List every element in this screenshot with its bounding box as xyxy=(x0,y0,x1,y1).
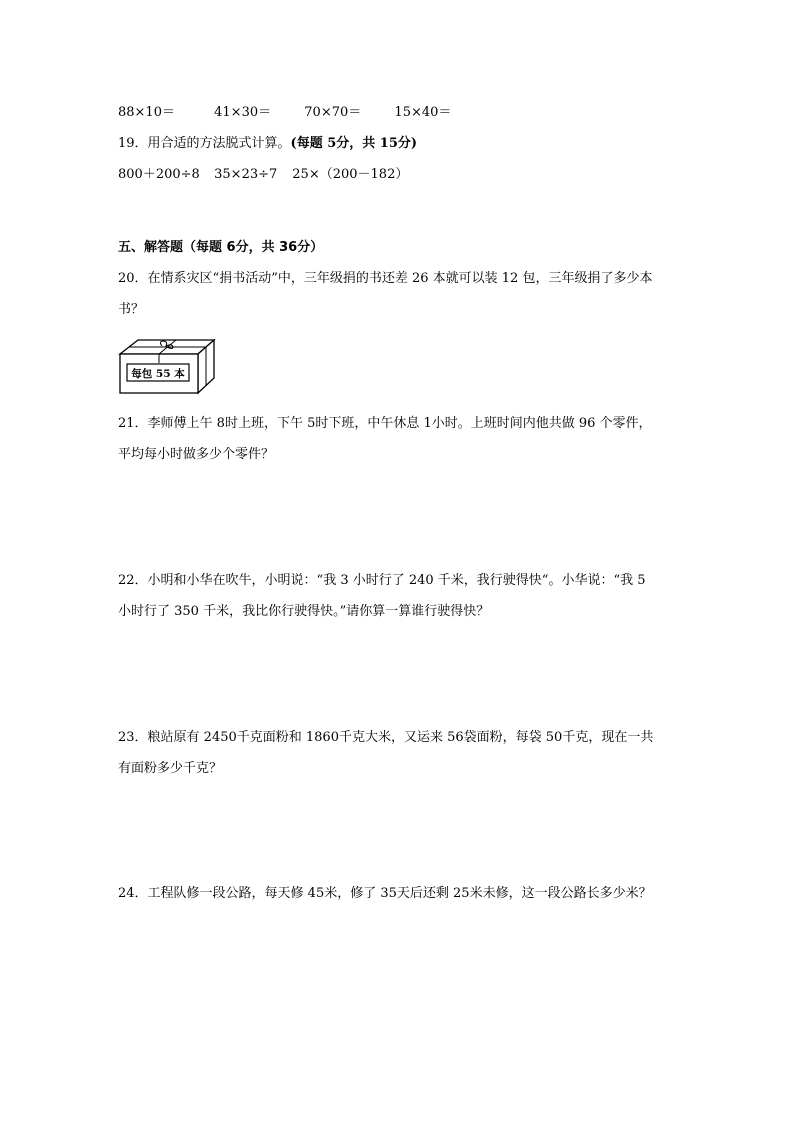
q19-expressions xyxy=(118,167,408,183)
q23-line-2: 有面粉多少千克？ xyxy=(118,761,223,776)
q21-line-2: 平均每小时做多少个零件？ xyxy=(118,447,275,462)
q23-line-1: 23．粮站原有 2450千克面粉和 1860千克大米，又运来 56袋面粉，每袋 50千克，现在一共 xyxy=(118,730,654,745)
oral-calc-2: 41×30＝ xyxy=(214,105,272,120)
q19-title xyxy=(118,136,417,152)
q19-text: 19．用合适的方法脱式计算。 xyxy=(118,136,291,151)
q20-line-1: 20．在情系灾区“捐书活动”中，三年级捐的书还差 26 本就可以装 12 包，三年级捐了多少本 xyxy=(118,271,653,286)
q22-line-1: 22．小明和小华在吹牛，小明说：“我 3 小时行了 240 千米，我行驶得快“。小华说：“我 5 xyxy=(118,573,646,588)
book-package-image xyxy=(118,338,216,396)
box-label-text: 每包 55 本 xyxy=(131,368,185,380)
q19-expr-3: 25×（200－182） xyxy=(292,167,409,182)
q24-line-1: 24．工程队修一段公路，每天修 45米，修了 35天后还剩 25米未修，这一段公路长多少米？ xyxy=(118,886,652,901)
oral-calc-row xyxy=(118,105,451,121)
oral-calc-1: 88×10＝ xyxy=(118,105,175,120)
q21-line-1: 21．李师傅上午 8时上班，下午 5时下班，中午休息 1小时。上班时间内他共做 96 个零件， xyxy=(118,416,652,431)
q19-score: (每题 5分，共 15分) xyxy=(290,136,418,151)
q19-expr-2: 35×23÷7 xyxy=(214,167,278,182)
q22-line-2: 小时行了 350 千米，我比你行驶得快。”请你算一算谁行驶得快？ xyxy=(118,604,490,619)
q20-line-2: 书？ xyxy=(118,302,145,317)
section-5-title: 五、解答题（每题 6分，共 36分） xyxy=(118,240,324,255)
oral-calc-3: 70×70＝ xyxy=(304,105,362,120)
oral-calc-4: 15×40＝ xyxy=(394,105,452,120)
q19-expr-1: 800＋200÷8 xyxy=(118,167,200,182)
